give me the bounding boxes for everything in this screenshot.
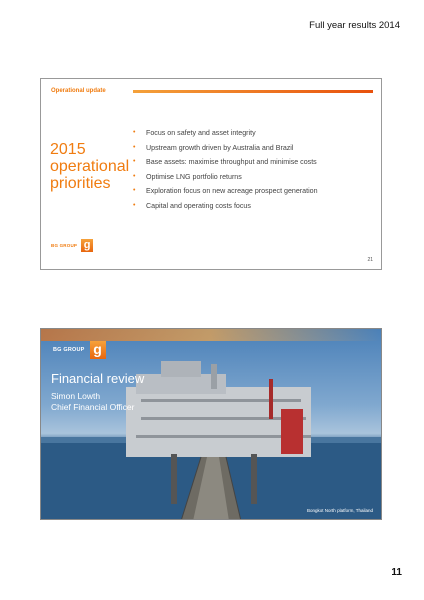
bg-group-logo — [51, 239, 93, 252]
logo-mark-icon: g — [81, 239, 93, 252]
page-number: 11 — [391, 567, 402, 578]
priority-list — [133, 128, 318, 215]
slide-title: Financial review — [51, 371, 145, 386]
list-item: • Exploration focus on new acreage prospect generation — [133, 187, 318, 195]
header-bar — [41, 329, 381, 341]
slide-financial-review — [40, 328, 382, 520]
list-item: • Base assets: maximise throughput and minimise costs — [133, 158, 317, 166]
bullet-icon: • — [133, 129, 136, 136]
bullet-icon: • — [133, 158, 136, 165]
presenter-name: Simon Lowth — [51, 391, 101, 401]
list-item: • Capital and operating costs focus — [133, 201, 251, 210]
slide-operational-priorities — [40, 78, 382, 270]
slide-page-number: 21 — [367, 257, 373, 263]
list-item: • Focus on safety and asset integrity — [133, 129, 256, 137]
section-label: Operational update — [51, 88, 106, 94]
section-rule — [133, 90, 373, 93]
logo-text: BG GROUP — [53, 347, 85, 353]
bullet-icon: • — [133, 201, 136, 209]
bullet-icon: • — [133, 172, 136, 180]
bullet-icon: • — [133, 187, 136, 194]
bg-group-logo — [53, 341, 106, 359]
list-item: • Upstream growth driven by Australia and Brazil — [133, 143, 294, 152]
logo-text: BG GROUP — [51, 243, 78, 248]
list-item: • Optimise LNG portfolio returns — [133, 172, 242, 181]
presenter-role: Chief Financial Officer — [51, 402, 135, 412]
photo-caption: Bongkot North platform, Thailand — [307, 508, 373, 513]
slide-title: 2015 operational priorities — [50, 141, 130, 192]
bullet-icon: • — [133, 143, 136, 151]
logo-mark-icon: g — [90, 341, 106, 359]
document-header: Full year results 2014 — [309, 20, 400, 31]
